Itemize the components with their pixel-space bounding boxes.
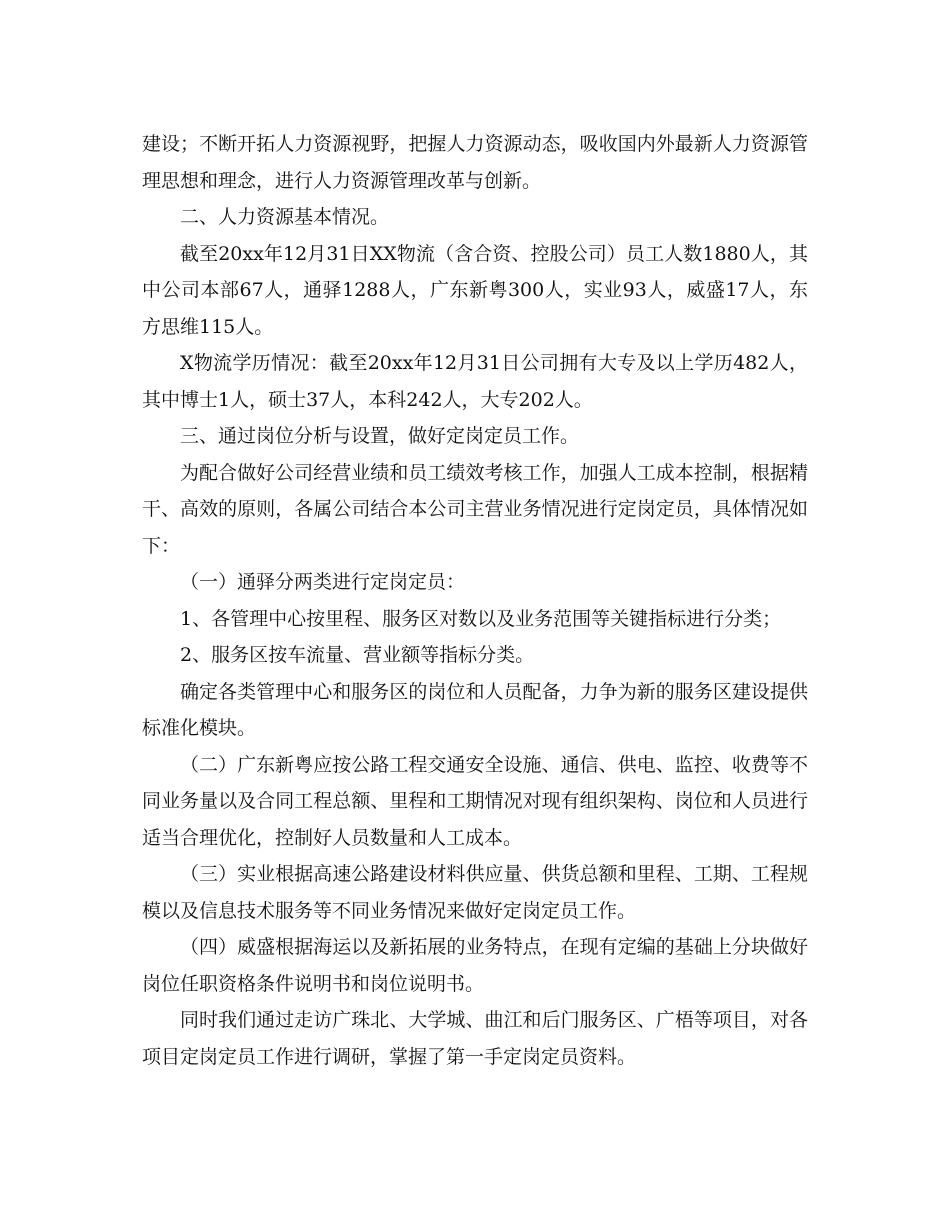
subheading-3: （三）实业根据高速公路建设材料供应量、供货总额和里程、工期、工程规模以及信息技术服务等不同业务情况来做好定岗定员工作。	[142, 863, 808, 922]
paragraph-staffing-intro: 为配合做好公司经营业绩和员工绩效考核工作，加强人工成本控制，根据精干、高效的原则，各属公司结合本公司主营业务情况进行定岗定员，具体情况如下：	[142, 461, 808, 557]
section-heading-2: 二、人力资源基本情况。	[180, 206, 390, 228]
document-body	[142, 126, 808, 1075]
paragraph-standardization: 确定各类管理中心和服务区的岗位和人员配备，力争为新的服务区建设提供标准化模块。	[142, 680, 808, 739]
subheading-4: （四）威盛根据海运以及新拓展的业务特点，在现有定编的基础上分块做好岗位任职资格条件说明书和岗位说明书。	[142, 936, 808, 995]
list-item-1: 1、各管理中心按里程、服务区对数以及业务范围等关键指标进行分类；	[180, 607, 782, 630]
paragraph-continuation: 建设；不断开拓人力资源视野，把握人力资源动态，吸收国内外最新人力资源管理思想和理念，进行人力资源管理改革与创新。	[142, 133, 808, 192]
list-item-2: 2、服务区按车流量、营业额等指标分类。	[180, 644, 535, 666]
section-heading-3: 三、通过岗位分析与设置，做好定岗定员工作。	[180, 425, 580, 447]
paragraph-headcount: 截至20xx年12月31日XX物流（含合资、控股公司）员工人数1880人，其中公司本部67人，通驿1288人，广东新粤300人，实业93人，威盛17人，东方思维115人。	[142, 242, 808, 338]
paragraph-education: X物流学历情况：截至20xx年12月31日公司拥有大专及以上学历482人，其中博士1人，硕士37人，本科242人，大专202人。	[142, 352, 808, 411]
paragraph-research: 同时我们通过走访广珠北、大学城、曲江和后门服务区、广梧等项目，对各项目定岗定员工作进行调研，掌握了第一手定岗定员资料。	[142, 1009, 808, 1068]
subheading-2: （二）广东新粤应按公路工程交通安全设施、通信、供电、监控、收费等不同业务量以及合同工程总额、里程和工期情况对现有组织架构、岗位和人员进行适当合理优化，控制好人员数量和人工成本。	[142, 753, 808, 849]
subheading-1: （一）通驿分两类进行定岗定员：	[180, 571, 466, 593]
